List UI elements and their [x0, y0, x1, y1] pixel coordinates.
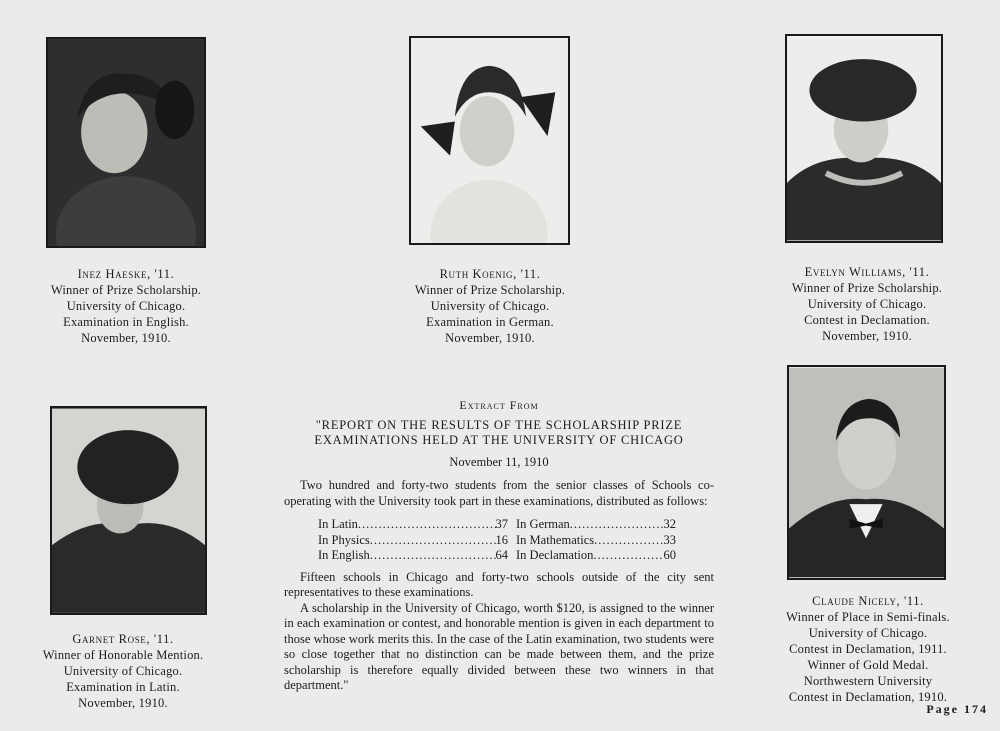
stat-value: 60	[663, 548, 676, 562]
caption-line: Contest in Declamation, 1911.	[789, 642, 947, 656]
caption	[770, 593, 966, 705]
stat-item	[318, 533, 508, 549]
report-title-line: "REPORT ON THE RESULTS OF THE SCHOLARSHIP PRIZE	[315, 417, 683, 432]
caption-line: Contest in Declamation.	[804, 313, 930, 327]
report-date: November 11, 1910	[449, 454, 549, 469]
portrait-photo	[785, 34, 943, 243]
caption-line: Winner of Prize Scholarship.	[414, 283, 566, 297]
stat-value: 64	[495, 548, 508, 562]
caption	[762, 264, 972, 344]
report-extract	[284, 398, 714, 694]
portrait-image	[787, 36, 941, 241]
report-paragraph: Fifteen schools in Chicago and forty-two schools outside of the city sent representatives to these examinations.	[284, 569, 714, 599]
portrait-photo	[46, 37, 206, 248]
caption-line: Examination in English.	[63, 315, 189, 329]
person-name: Claude Nicely, '11.	[812, 594, 924, 608]
stat-label: In German	[516, 517, 570, 531]
person-name: Evelyn Williams, '11.	[804, 265, 930, 279]
portrait-image	[789, 367, 944, 578]
caption-line: University of Chicago.	[430, 299, 550, 313]
caption-line: November, 1910.	[445, 331, 535, 345]
caption-line: Winner of Place in Semi-finals.	[786, 610, 950, 624]
stat-label: In Declamation	[516, 548, 594, 562]
caption-line: Winner of Honorable Mention.	[42, 648, 204, 662]
caption-line: November, 1910.	[78, 696, 168, 710]
stat-label: In English	[318, 548, 370, 562]
stat-item	[516, 517, 676, 533]
report-paragraph: A scholarship in the University of Chicago, worth $120, is assigned to the winner in each examination or contest, and honorable mention is given in each department to those whose work merits this. In the case of the Latin examination, two students were so close together that no distinction can be made between them, and the prize scholarship is therefore equally divided between these two winners in that department."	[284, 600, 714, 692]
caption-line: Winner of Prize Scholarship.	[791, 281, 943, 295]
page-number: Page 174	[926, 702, 988, 716]
stat-item	[516, 533, 676, 549]
person-name: Garnet Rose, '11.	[72, 632, 174, 646]
caption	[18, 631, 228, 711]
stat-value: 16	[495, 532, 508, 547]
stat-value: 37	[495, 517, 508, 531]
extract-heading: Extract From	[459, 398, 539, 412]
caption-line: November, 1910.	[81, 331, 171, 345]
caption	[390, 266, 590, 346]
portrait-image	[48, 39, 204, 246]
portrait-image	[52, 408, 205, 613]
person-name: Ruth Koenig, '11.	[439, 267, 541, 281]
caption-line: Contest in Declamation, 1910.	[788, 690, 948, 704]
stat-item	[516, 548, 676, 564]
caption-line: November, 1910.	[822, 329, 912, 343]
report-title-line: EXAMINATIONS HELD AT THE UNIVERSITY OF CHICAGO	[314, 433, 684, 447]
caption-line: Winner of Gold Medal.	[807, 658, 929, 672]
stat-item	[318, 548, 508, 564]
portrait-photo	[409, 36, 570, 245]
caption-line: University of Chicago.	[807, 297, 927, 311]
stat-label: In Latin	[318, 517, 358, 531]
exam-stats	[318, 517, 714, 564]
stat-label: In Mathematics	[516, 532, 595, 547]
report-paragraph: Two hundred and forty-two students from the senior classes of Schools co-operating with the University took part in these examinations, distributed as follows:	[284, 478, 714, 508]
stat-item	[318, 517, 508, 533]
caption-line: Examination in German.	[426, 315, 554, 329]
stat-value: 32	[663, 517, 676, 531]
stat-label: In Physics	[318, 532, 370, 547]
portrait-photo	[50, 406, 207, 615]
stat-value: 33	[663, 532, 676, 547]
caption-line: Winner of Prize Scholarship.	[50, 283, 202, 297]
caption-line: University of Chicago.	[63, 664, 183, 678]
caption-line: University of Chicago.	[808, 626, 928, 640]
portrait-photo	[787, 365, 946, 580]
caption-line: Northwestern University	[803, 674, 933, 688]
person-name: Inez Haeske, '11.	[77, 267, 175, 281]
caption-line: University of Chicago.	[66, 299, 186, 313]
caption	[26, 266, 226, 346]
caption-line: Examination in Latin.	[66, 680, 180, 694]
portrait-image	[411, 38, 568, 243]
